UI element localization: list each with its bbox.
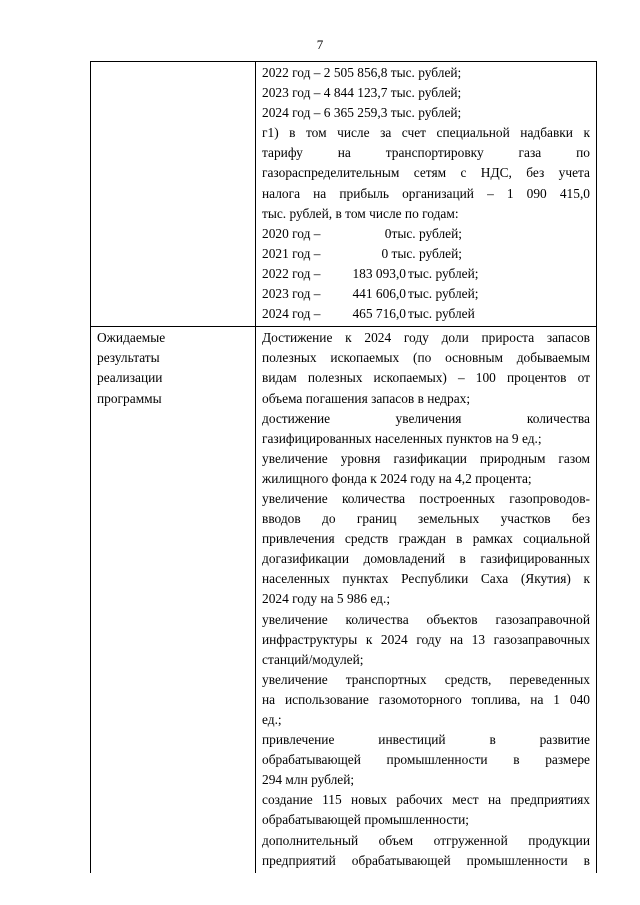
year-label: 2020 год – xyxy=(262,225,321,241)
row-label-line: программы xyxy=(97,390,162,406)
expected-result-line: 294 млн рублей; xyxy=(262,772,355,788)
expected-result-line: увеличение уровня газификации природным газом xyxy=(262,450,590,466)
year-label: 2023 год – xyxy=(262,286,321,302)
expected-result-line: видам полезных ископаемых) – 100 процентов от xyxy=(262,370,590,386)
financing-row-label-cell xyxy=(91,62,256,327)
financing-line: 2024 год – 6 365 259,3 тыс. рублей; xyxy=(262,105,462,121)
expected-result-line: населенных пунктах Республики Саха (Якутия) к xyxy=(262,571,590,587)
page-number: 7 xyxy=(316,37,324,52)
expected-result-line: жилищного фонда к 2024 году на 4,2 процента; xyxy=(262,470,532,486)
year-amount: 0тыс. рублей; xyxy=(384,225,462,241)
financing-line: 2023 год – 4 844 123,7 тыс. рублей; xyxy=(262,85,462,101)
expected-result-line: дополнительный объем отгруженной продукции xyxy=(262,832,590,848)
expected-result-line: догазификации домовладений в газифицированных xyxy=(262,551,590,567)
row-label-line: результаты xyxy=(97,350,160,366)
special-surcharge-text: тарифу на транспортировку газа по xyxy=(262,145,590,161)
year-amount: 0 тыс. рублей; xyxy=(381,245,462,261)
expected-results-row xyxy=(91,327,597,873)
expected-result-line: обрабатывающей промышленности; xyxy=(262,812,470,828)
financing-row-content-cell xyxy=(256,62,597,327)
expected-result-line: увеличение количества построенных газопроводов- xyxy=(262,490,590,506)
expected-result-line: ед.; xyxy=(262,712,282,727)
year-amount-line xyxy=(262,224,590,244)
special-surcharge-text: налога на прибыль организаций – 1 090 415,0 xyxy=(262,185,590,201)
program-passport-table xyxy=(90,61,597,873)
year-label: 2024 год – xyxy=(262,306,321,322)
year-amount-line xyxy=(262,264,590,284)
year-unit: тыс. рублей; xyxy=(408,265,479,281)
expected-result-line: увеличение количества объектов газозаправочной xyxy=(262,611,590,627)
financing-row xyxy=(91,62,597,327)
expected-result-line: привлечения средств граждан в рамках социальной xyxy=(262,531,590,547)
year-amount: 183 093,0 xyxy=(352,265,406,281)
expected-result-line: вводов до границ земельных участков без xyxy=(262,511,590,527)
year-amount-line xyxy=(262,244,590,264)
row-label-line: реализации xyxy=(97,370,163,386)
year-amount-line xyxy=(262,284,590,304)
special-surcharge-text: г1) в том числе за счет специальной надбавки к xyxy=(262,125,590,141)
expected-result-line: объема погашения запасов в недрах; xyxy=(262,390,471,406)
year-amount-line xyxy=(262,304,590,324)
expected-result-line: достижение увеличения количества xyxy=(262,410,590,426)
expected-result-line: газифицированных населенных пунктов на 9 ед.; xyxy=(262,430,542,446)
row-label-line: Ожидаемые xyxy=(97,330,166,346)
year-label: 2022 год – xyxy=(262,265,321,281)
year-amount: 441 606,0 xyxy=(352,286,406,302)
year-unit: тыс. рублей xyxy=(408,306,475,322)
year-label: 2021 год – xyxy=(262,245,321,261)
expected-result-line: 2024 году на 5 986 ед.; xyxy=(262,591,391,607)
expected-result-line: инфраструктуры к 2024 году на 13 газозаправочных xyxy=(262,631,590,647)
expected-result-line: создание 115 новых рабочих мест на предприятиях xyxy=(262,792,590,808)
expected-result-line: станций/модулей; xyxy=(262,651,364,667)
expected-result-line: привлечение инвестиций в развитие xyxy=(262,732,590,748)
special-surcharge-text: тыс. рублей, в том числе по годам: xyxy=(262,205,459,221)
expected-result-line: предприятий обрабатывающей промышленности в xyxy=(262,852,590,868)
expected-result-line: на использование газомоторного топлива, на 1 040 xyxy=(262,691,590,707)
expected-results-label-cell xyxy=(91,327,256,873)
expected-result-line: полезных ископаемых (по основным добываемым xyxy=(262,350,590,366)
expected-result-line: обрабатывающей промышленности в размере xyxy=(262,752,590,768)
expected-result-line: Достижение к 2024 году доли прироста запасов xyxy=(262,330,590,346)
expected-result-line: увеличение транспортных средств, переведенных xyxy=(262,671,590,687)
expected-results-content-cell xyxy=(256,327,597,873)
year-unit: тыс. рублей; xyxy=(408,286,479,302)
year-amount: 465 716,0 xyxy=(352,306,406,322)
financing-line: 2022 год – 2 505 856,8 тыс. рублей; xyxy=(262,65,462,80)
special-surcharge-text: газораспределительным сетям с НДС, без учета xyxy=(262,165,590,181)
